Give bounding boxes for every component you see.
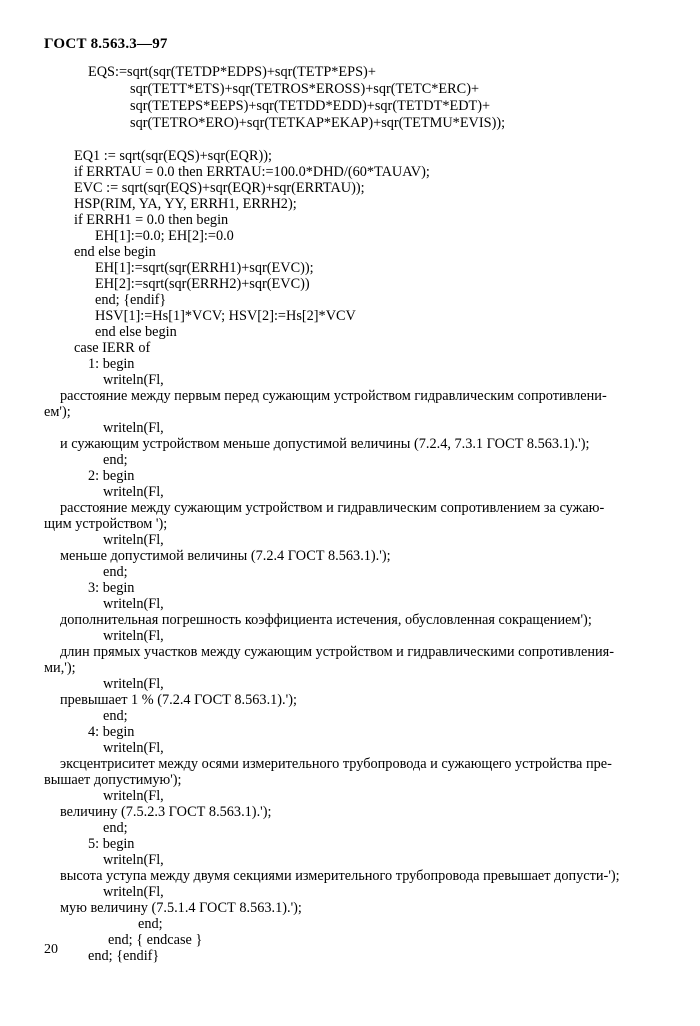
code-line: дополнительная погрешность коэффициента истечения, обусловленная сокращением'); <box>60 612 592 628</box>
code-line: превышает 1 % (7.2.4 ГОСТ 8.563.1).'); <box>60 692 297 708</box>
code-line: 4: begin <box>88 724 135 740</box>
code-line: EVC := sqrt(sqr(EQS)+sqr(EQR)+sqr(ERRTAU)); <box>74 180 365 196</box>
code-line: writeln(Fl, <box>103 740 164 756</box>
code-line: end; <box>103 820 128 836</box>
code-line: if ERRH1 = 0.0 then begin <box>74 212 229 228</box>
code-line: 2: begin <box>88 468 135 484</box>
page-number: 20 <box>44 942 58 957</box>
code-line: end; <box>103 708 128 724</box>
code-line: 1: begin <box>88 356 135 372</box>
code-line: end else begin <box>74 244 156 260</box>
code-line: writeln(Fl, <box>103 628 164 644</box>
code-line: writeln(Fl, <box>103 372 164 388</box>
code-line: end; {endif} <box>88 948 160 964</box>
code-line: эксцентриситет между осями измерительного трубопровода и сужающего устройства пре- <box>60 756 612 772</box>
code-line: щим устройством '); <box>44 516 168 532</box>
code-line: расстояние между сужающим устройством и гидравлическим сопротивлением за сужаю- <box>60 500 605 516</box>
code-line: 3: begin <box>88 580 135 596</box>
code-line: меньше допустимой величины (7.2.4 ГОСТ 8.563.1).'); <box>60 548 391 564</box>
code-line: EH[1]:=0.0; EH[2]:=0.0 <box>95 228 234 244</box>
code-line: величину (7.5.2.3 ГОСТ 8.563.1).'); <box>60 804 272 820</box>
code-line: HSV[1]:=Hs[1]*VCV; HSV[2]:=Hs[2]*VCV <box>95 308 356 324</box>
code-line: высота уступа между двумя секциями измерительного трубопровода превышает допусти-'); <box>60 868 620 884</box>
code-line: writeln(Fl, <box>103 884 164 900</box>
code-line: if ERRTAU = 0.0 then ERRTAU:=100.0*DHD/(60*TAUAV); <box>74 164 430 180</box>
code-line: sqr(TETRO*ERO)+sqr(TETKAP*EKAP)+sqr(TETMU*EVIS)); <box>130 115 506 131</box>
code-line: writeln(Fl, <box>103 532 164 548</box>
code-line: end; <box>103 564 128 580</box>
code-line: EH[2]:=sqrt(sqr(ERRH2)+sqr(EVC)) <box>95 276 310 292</box>
code-line: end; {endif} <box>95 292 167 308</box>
code-line: case IERR of <box>74 340 151 356</box>
code-line: EH[1]:=sqrt(sqr(ERRH1)+sqr(EVC)); <box>95 260 314 276</box>
code-line: 5: begin <box>88 836 135 852</box>
code-line: writeln(Fl, <box>103 852 164 868</box>
code-line: мую величину (7.5.1.4 ГОСТ 8.563.1).'); <box>60 900 302 916</box>
page-header: ГОСТ 8.563.3—97 <box>44 36 168 52</box>
code-line: расстояние между первым перед сужающим устройством гидравлическим сопротивлени- <box>60 388 607 404</box>
code-line: вышает допустимую'); <box>44 772 182 788</box>
code-line: и сужающим устройством меньше допустимой величины (7.2.4, 7.3.1 ГОСТ 8.563.1).'); <box>60 436 590 452</box>
code-line: длин прямых участков между сужающим устройством и гидравлическими сопротивления- <box>60 644 614 660</box>
code-line: writeln(Fl, <box>103 484 164 500</box>
code-line: sqr(TETEPS*EEPS)+sqr(TETDD*EDD)+sqr(TETDT*EDT)+ <box>130 98 491 114</box>
code-line: sqr(TETT*ETS)+sqr(TETROS*EROSS)+sqr(TETC*ERC)+ <box>130 81 480 97</box>
code-line: end; <box>103 452 128 468</box>
code-line: writeln(Fl, <box>103 420 164 436</box>
code-line: writeln(Fl, <box>103 596 164 612</box>
code-line: ми,'); <box>44 660 76 676</box>
code-line: EQS:=sqrt(sqr(TETDP*EDPS)+sqr(TETP*EPS)+ <box>88 64 376 80</box>
code-line: EQ1 := sqrt(sqr(EQS)+sqr(EQR)); <box>74 148 272 164</box>
code-line: end else begin <box>95 324 177 340</box>
code-line: end; { endcase } <box>108 932 203 948</box>
code-line: end; <box>138 916 163 932</box>
code-line: writeln(Fl, <box>103 788 164 804</box>
code-line: HSP(RIM, YA, YY, ERRH1, ERRH2); <box>74 196 297 212</box>
code-line: ем'); <box>44 404 71 420</box>
code-line: writeln(Fl, <box>103 676 164 692</box>
